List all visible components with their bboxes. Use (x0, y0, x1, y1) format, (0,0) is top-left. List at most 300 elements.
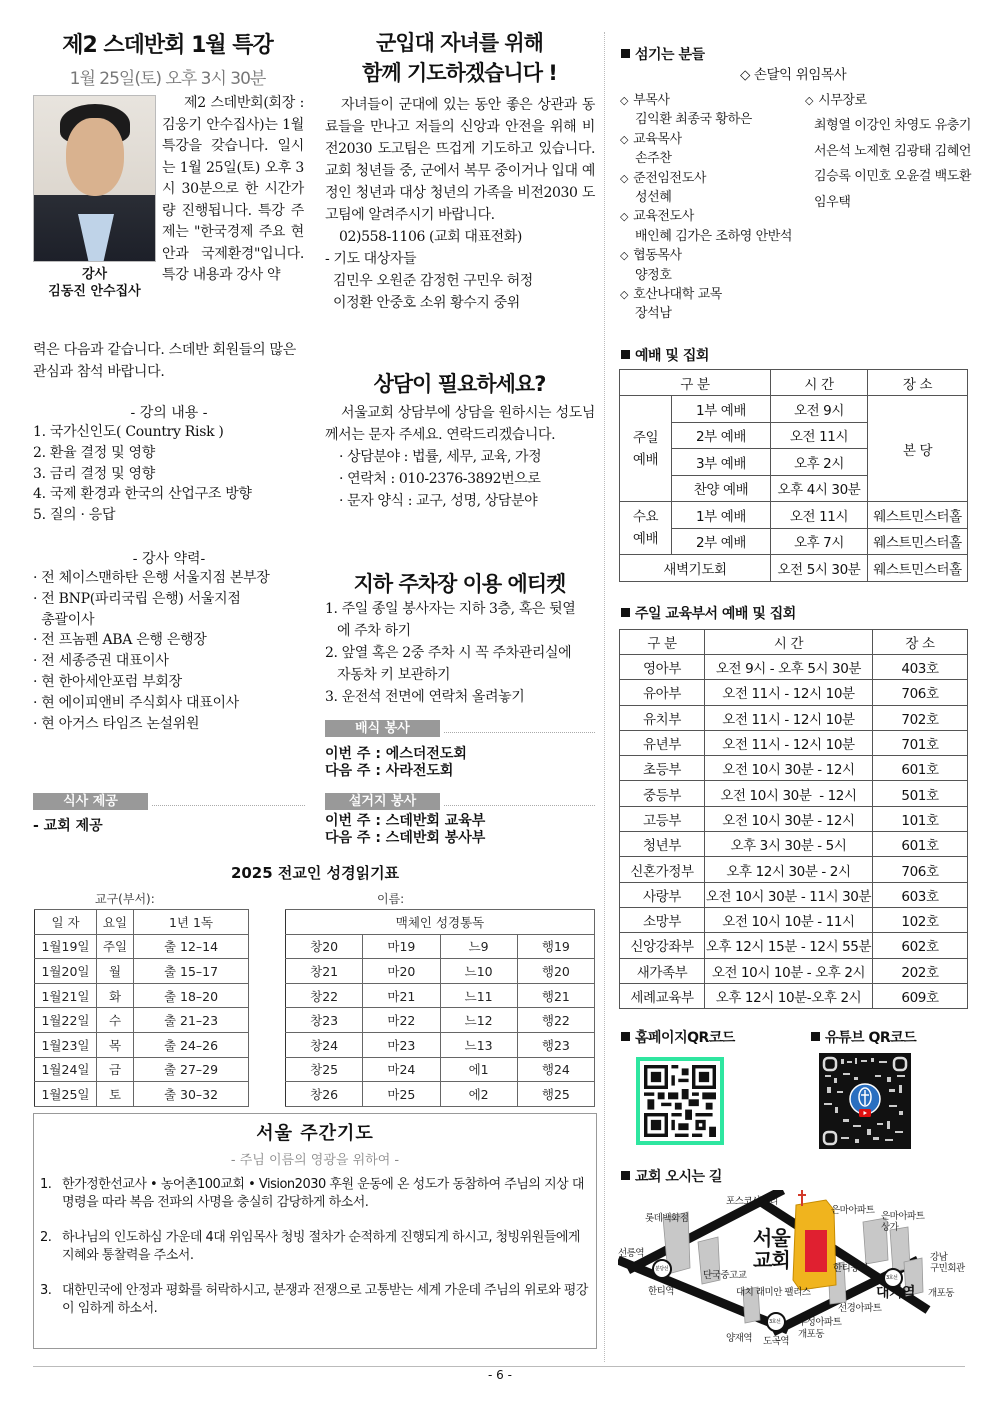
mccheyne-reading: 창26 (286, 1082, 363, 1107)
staff-names: 배인혜 김가은 조하영 안반석 (635, 228, 793, 244)
mccheyne-reading: 마20 (363, 959, 440, 984)
qr-pattern-icon (644, 1065, 716, 1137)
mccheyne-table (285, 909, 595, 1107)
col-day: 요일 (97, 910, 134, 935)
col-date: 일 자 (35, 910, 97, 935)
wed-service-name: 1부 예배 (672, 502, 771, 529)
dawn-prayer-place: 웨스트민스터홀 (868, 555, 968, 582)
mccheyne-reading: 마23 (363, 1032, 440, 1057)
edu-room: 701호 (873, 730, 968, 755)
mccheyne-reading: 창22 (286, 983, 363, 1008)
bible-reading-title: 2025 전교인 성경읽기표 (230, 864, 400, 882)
speaker-caption-name: 김동진 안수집사 (48, 284, 141, 299)
edu-dept: 유치부 (620, 705, 705, 730)
square-bullet-icon (621, 49, 630, 58)
education-table (619, 629, 968, 1009)
bible-day: 월 (97, 959, 134, 984)
mccheyne-reading: 마22 (363, 1008, 440, 1033)
mccheyne-reading: 느11 (440, 983, 517, 1008)
worship-header-category: 구 분 (620, 370, 771, 396)
dawn-prayer-name: 새벽기도회 (620, 555, 771, 582)
staff-names: 김익환 최종국 황하은 (635, 112, 752, 128)
edu-dept: 사랑부 (620, 882, 705, 907)
edu-room: 602호 (873, 933, 968, 958)
square-bullet-icon (621, 1171, 630, 1180)
sunday-service-name: 찬양 예배 (672, 475, 771, 502)
dishes-this-week: 이번 주 : 스데반회 교육부 (325, 813, 486, 829)
education-row (620, 655, 968, 680)
education-row (620, 983, 968, 1008)
education-row (620, 730, 968, 755)
senior-pastor: ◇ 손달익 위임목사 (740, 67, 847, 83)
subway-line-bundang: 분당선 (655, 1266, 668, 1272)
education-row (620, 781, 968, 806)
square-bullet-icon (811, 1032, 820, 1041)
weekly-prayer-subtitle: - 주님 이름의 영광을 위하여 - (230, 1153, 400, 1168)
homepage-qr-code[interactable] (636, 1057, 724, 1145)
edu-dept: 소망부 (620, 907, 705, 932)
prayer-item (40, 1229, 590, 1265)
elders-role: ◇ 시무장로 (805, 91, 975, 110)
lecture-content-item: 3. 금리 결정 및 영향 (33, 465, 155, 482)
prayer-item (40, 1176, 590, 1212)
mccheyne-reading: 마25 (363, 1082, 440, 1107)
map-label-eunma: 은마아파트 (831, 1205, 875, 1216)
counsel-item: · 상담분야 : 법률, 세무, 교육, 가정 (339, 449, 542, 465)
edu-time: 오전 11시 - 12시 10분 (705, 680, 873, 705)
edu-room: 601호 (873, 832, 968, 857)
parking-item: 2. 앞열 혹은 2중 주차 시 꼭 주차관리실에 (325, 645, 572, 661)
bible-date: 1월24일 (35, 1057, 97, 1082)
military-body (325, 94, 595, 314)
prayer-text: 대한민국에 안정과 평화를 허락하시고, 분쟁과 전쟁으로 고통받는 세계 가운데 주님의 위로와 평강이 임하게 하소서. (62, 1283, 588, 1316)
education-row (620, 806, 968, 831)
edu-time: 오전 11시 - 12시 10분 (705, 705, 873, 730)
edu-header-time: 시 간 (705, 630, 873, 655)
meal-label: 식사 제공 (33, 793, 148, 810)
military-body-text: 자녀들이 군대에 있는 동안 좋은 상관과 동료들을 만나고 저들의 신앙과 안전을 위해 비전2030 도고팀은 뜨겁게 기도하고 있습니다. 교회 청년들 중, 군에서 복무 중이거나 입대 예정인 청년과 대상 청년의 가족을 비전2030 도고팀에 알려주시기 바랍니다. (325, 97, 595, 223)
staff-role: ◇ 협동목사 (620, 246, 805, 265)
parking-item-cont: 에 주차 하기 (337, 623, 411, 639)
parking-item: 3. 운전석 전면에 연락처 올려놓기 (325, 689, 525, 705)
parking-list (325, 598, 595, 708)
sunday-service-name: 2부 예배 (672, 422, 771, 449)
education-row (620, 705, 968, 730)
staff-title (621, 44, 705, 64)
military-phone: 02)558-1106 (교회 대표전화) (339, 229, 522, 245)
counsel-item: · 연락처 : 010-2376-3892번으로 (339, 471, 541, 487)
bible-plan-table (34, 909, 249, 1107)
mccheyne-row (286, 1082, 595, 1107)
bible-date: 1월19일 (35, 934, 97, 959)
qr-pattern-icon (819, 1053, 911, 1149)
weekly-prayer-box (33, 1113, 597, 1349)
mccheyne-reading: 창25 (286, 1057, 363, 1082)
parking-item: 1. 주일 종일 봉사자는 지하 3층, 혹은 뒷열 (325, 601, 576, 617)
mccheyne-reading: 마21 (363, 983, 440, 1008)
sunday-service-place: 본 당 (868, 396, 968, 502)
dotted-rule (152, 797, 305, 806)
edu-time: 오전 10시 10분 - 오후 2시 (705, 958, 873, 983)
prayer-targets-line2: 이정환 안중호 소위 황수지 중위 (333, 295, 520, 311)
wed-service-name: 2부 예배 (672, 528, 771, 555)
mccheyne-reading: 행24 (517, 1057, 594, 1082)
map-label-seonkyung: 선경아파트 (838, 1303, 882, 1314)
district-label: 교구(부서): (95, 892, 155, 906)
edu-room: 101호 (873, 806, 968, 831)
dishes-section (325, 793, 595, 847)
bible-day: 목 (97, 1032, 134, 1057)
bible-plan: 출 18–20 (134, 983, 249, 1008)
directions-title-text: 교회 오시는 길 (635, 1169, 722, 1185)
career-item: · 현 에이피앤비 주식회사 대표이사 (33, 694, 239, 711)
bible-day: 토 (97, 1082, 134, 1107)
sunday-service-time: 오전 11시 (771, 422, 868, 449)
meal-text: - 교회 제공 (33, 818, 103, 834)
youtube-qr-title-text: 유튜브 QR코드 (825, 1030, 917, 1046)
worship-header-place: 장 소 (868, 370, 968, 396)
elders (805, 91, 975, 215)
edu-header-room: 장 소 (873, 630, 968, 655)
staff-names: 손주찬 (635, 151, 672, 167)
elders-line: 서은석 노제현 김광태 김혜언 (814, 143, 972, 159)
bible-date: 1월20일 (35, 959, 97, 984)
speaker-caption (33, 266, 156, 300)
edu-dept: 고등부 (620, 806, 705, 831)
lecture-content-item: 4. 국제 환경과 한국의 산업구조 방향 (33, 486, 252, 503)
lecture-content-item: 1. 국가신인도( Country Risk ) (33, 424, 224, 440)
staff-title-text: 섬기는 분들 (635, 47, 705, 63)
military-title-line1: 군입대 자녀를 위해 (376, 31, 543, 55)
edu-time: 오전 10시 30분 - 12시 (705, 781, 873, 806)
lecture-content-list (33, 422, 305, 526)
lecture-title: 제2 스데반회 1월 특강 (62, 33, 273, 58)
bible-plan: 출 27–29 (134, 1057, 249, 1082)
edu-room: 403호 (873, 655, 968, 680)
sunday-service-name: 1부 예배 (672, 396, 771, 423)
education-row (620, 933, 968, 958)
speaker-caption-role: 강사 (81, 267, 108, 282)
edu-dept: 유년부 (620, 730, 705, 755)
wed-service-place: 웨스트민스터홀 (868, 528, 968, 555)
education-row (620, 958, 968, 983)
mccheyne-row (286, 1032, 595, 1057)
serving-next-week: 다음 주 : 사라전도회 (325, 763, 454, 779)
education-row (620, 680, 968, 705)
speaker-career-section (33, 548, 305, 734)
youtube-qr-title (811, 1027, 916, 1047)
edu-dept: 신혼가정부 (620, 857, 705, 882)
elders-line: 김승록 이민호 오윤걸 백도환 (814, 169, 972, 185)
staff-role: ◇ 교육전도사 (620, 207, 805, 226)
edu-time: 오후 12시 30분 - 2시 (705, 857, 873, 882)
education-title (621, 603, 796, 623)
edu-room: 603호 (873, 882, 968, 907)
sunday-service-time: 오전 9시 (771, 396, 868, 423)
lecture-content-heading: - 강의 내용 - (130, 405, 208, 421)
square-bullet-icon (621, 1032, 630, 1041)
edu-room: 601호 (873, 756, 968, 781)
career-heading: - 강사 약력- (132, 551, 206, 567)
mccheyne-row (286, 959, 595, 984)
dotted-rule (444, 724, 595, 733)
counsel-title: 상담이 필요하세요? (373, 372, 546, 396)
counsel-list (325, 446, 595, 512)
photo-face (66, 118, 124, 196)
square-bullet-icon (621, 350, 630, 359)
map-label-danguk: 단국중고교 (703, 1270, 747, 1281)
bible-row (35, 959, 249, 984)
mccheyne-header: 맥체인 성경통독 (286, 910, 595, 935)
worship-title (621, 345, 709, 365)
map-label-gaepo1: 개포동 (928, 1288, 955, 1299)
prayer-text: 한가정한선교사 • 농어촌100교회 • Vision2030 후원 운동에 온 성도가 동참하여 주님의 지상 대명령을 따라 복음 전파의 사명을 충실히 감당하게 하소서. (62, 1177, 584, 1210)
col-plan: 1년 1독 (134, 910, 249, 935)
mccheyne-reading: 행22 (517, 1008, 594, 1033)
mccheyne-reading: 느12 (440, 1008, 517, 1033)
education-title-text: 주일 교육부서 예배 및 집회 (635, 606, 796, 622)
elders-line: 임우택 (814, 194, 851, 210)
mccheyne-reading: 마24 (363, 1057, 440, 1082)
staff-role: ◇ 교육목사 (620, 130, 805, 149)
map-label-seolleung: 선릉역 (618, 1248, 645, 1259)
wed-service-time: 오전 11시 (771, 502, 868, 529)
edu-room: 202호 (873, 958, 968, 983)
map-label-hanti-park: 한티공원 (833, 1263, 868, 1274)
dawn-prayer-time: 오전 5시 30분 (771, 555, 868, 582)
church-building-icon (793, 1190, 836, 1290)
career-item: · 전 체이스맨하탄 은행 서울지점 본부장 (33, 570, 270, 586)
mccheyne-reading: 느10 (440, 959, 517, 984)
homepage-qr-title-text: 홈페이지QR코드 (635, 1030, 735, 1046)
education-row (620, 882, 968, 907)
directions-title (621, 1166, 722, 1186)
page-number: - 6 - (488, 1368, 512, 1382)
bible-row (35, 1057, 249, 1082)
bible-row (35, 983, 249, 1008)
bible-day: 화 (97, 983, 134, 1008)
lecture-content-item: 2. 환율 결정 및 영향 (33, 444, 155, 461)
mccheyne-reading: 에1 (440, 1057, 517, 1082)
homepage-qr-title (621, 1027, 735, 1047)
mccheyne-row (286, 983, 595, 1008)
bible-date: 1월21일 (35, 983, 97, 1008)
edu-time: 오전 10시 30분 - 12시 (705, 756, 873, 781)
map-label-wooseong: 우성아파트 개포동 (798, 1317, 842, 1340)
education-row (620, 907, 968, 932)
edu-dept: 청년부 (620, 832, 705, 857)
edu-time: 오전 11시 - 12시 10분 (705, 730, 873, 755)
bible-date: 1월25일 (35, 1082, 97, 1107)
lecture-intro: 제2 스데반회(회장 : 김웅기 안수집사)는 1월 특강을 갖습니다. 일시는 1월 25일(토) 오후 3시 30분으로 한 시간가량 진행됩니다. 특강 주제는 "한국경제 주요 현안과 국제환경"입니다. 특강 내용과 강사 약 (162, 95, 304, 283)
map-label-eunma-mall: 은마아파트 상가 (881, 1211, 925, 1233)
map-label-lotte: 롯데백화점 (645, 1213, 689, 1224)
bible-plan: 출 15–17 (134, 959, 249, 984)
staff-names: 성선혜 (635, 190, 672, 206)
sunday-service-time: 오후 4시 30분 (771, 475, 868, 502)
prayer-number: 2. (40, 1230, 52, 1245)
mccheyne-row (286, 1057, 595, 1082)
elders-line: 최형열 이강인 차영도 유충기 (814, 118, 972, 134)
bible-row (35, 934, 249, 959)
bible-row (35, 1008, 249, 1033)
staff-role: ◇ 준전임전도사 (620, 169, 805, 188)
edu-room: 702호 (873, 705, 968, 730)
edu-dept: 영아부 (620, 655, 705, 680)
edu-dept: 새가족부 (620, 958, 705, 983)
edu-dept: 유아부 (620, 680, 705, 705)
wed-service-place: 웨스트민스터홀 (868, 502, 968, 529)
sunday-service-name: 3부 예배 (672, 449, 771, 476)
counsel-body: 서울교회 상담부에 상담을 원하시는 성도님께서는 문자 주세요. 연락드리겠습니다. (325, 405, 595, 443)
worship-title-text: 예배 및 집회 (635, 348, 709, 364)
bible-plan: 출 12–14 (134, 934, 249, 959)
lecture-intro-continued: 력은 다음과 같습니다. 스데반 회원들의 많은 관심과 참석 바랍니다. (33, 342, 296, 380)
weekly-prayer-list (40, 1176, 590, 1318)
bible-date: 1월22일 (35, 1008, 97, 1033)
prayer-number: 3. (40, 1283, 52, 1298)
wednesday-worship-label: 수요 예배 (620, 502, 672, 555)
edu-time: 오전 10시 30분 - 12시 (705, 806, 873, 831)
bible-date: 1월23일 (35, 1032, 97, 1057)
bible-row (35, 1082, 249, 1107)
education-row (620, 832, 968, 857)
prayer-item (40, 1282, 590, 1318)
education-row (620, 756, 968, 781)
map-label-daechi-station: 대치역 (876, 1285, 916, 1301)
mccheyne-reading: 행25 (517, 1082, 594, 1107)
edu-time: 오후 3시 30분 - 5시 (705, 832, 873, 857)
career-item: · 현 아거스 타임즈 논설위원 (33, 715, 200, 732)
counsel-item: · 문자 양식 : 교구, 성명, 상담분야 (339, 493, 538, 509)
mccheyne-reading: 창20 (286, 934, 363, 959)
edu-room: 706호 (873, 680, 968, 705)
bible-day: 주일 (97, 934, 134, 959)
career-list (33, 568, 305, 734)
prayer-number: 1. (40, 1177, 52, 1192)
edu-room: 501호 (873, 781, 968, 806)
edu-dept: 중등부 (620, 781, 705, 806)
edu-room: 609호 (873, 983, 968, 1008)
directions-map[interactable] (618, 1190, 968, 1350)
wed-service-time: 오후 7시 (771, 528, 868, 555)
photo-shirt (78, 214, 114, 262)
footer-rule (33, 1366, 965, 1367)
mccheyne-reading: 행21 (517, 983, 594, 1008)
education-row (620, 857, 968, 882)
edu-dept: 신앙강좌부 (620, 933, 705, 958)
lecture-datetime: 1월 25일(토) 오후 3시 30분 (69, 69, 266, 89)
map-label-dogok: 도곡역 (763, 1336, 790, 1347)
edu-room: 102호 (873, 907, 968, 932)
mccheyne-reading: 창23 (286, 1008, 363, 1033)
mccheyne-reading: 에2 (440, 1082, 517, 1107)
edu-time: 오후 12시 10분-오후 2시 (705, 983, 873, 1008)
worship-table (619, 369, 968, 582)
map-label-hanti-station: 한티역 (648, 1286, 675, 1297)
weekly-prayer-title: 서울 주간기도 (256, 1123, 374, 1144)
mccheyne-reading: 마19 (363, 934, 440, 959)
meal-section (33, 793, 305, 835)
mccheyne-reading: 창24 (286, 1032, 363, 1057)
speaker-photo (33, 95, 156, 262)
prayer-targets-label: - 기도 대상자들 (325, 251, 417, 267)
sunday-service-time: 오후 2시 (771, 449, 868, 476)
career-item: 총괄이사 (33, 611, 95, 628)
elders-list (805, 113, 975, 215)
map-label-raemian: 대치 래미안 팰리스 (736, 1287, 811, 1298)
career-item: · 전 BNP(파리국립 은행) 서울지점 (33, 590, 241, 607)
bible-plan: 출 21–23 (134, 1008, 249, 1033)
edu-dept: 세례교육부 (620, 983, 705, 1008)
worship-header-time: 시 간 (771, 370, 868, 396)
military-title (322, 28, 597, 88)
bible-day: 금 (97, 1057, 134, 1082)
serving-section (325, 720, 595, 780)
mccheyne-reading: 행19 (517, 934, 594, 959)
parking-item-cont: 자동차 키 보관하기 (337, 667, 451, 683)
mccheyne-reading: 느13 (440, 1032, 517, 1057)
career-item: · 현 한아세안포럼 부회장 (33, 673, 182, 690)
dotted-rule (444, 797, 595, 806)
edu-dept: 초등부 (620, 756, 705, 781)
serving-label: 배식 봉사 (325, 720, 440, 737)
mccheyne-reading: 행20 (517, 959, 594, 984)
edu-room: 706호 (873, 857, 968, 882)
staff-left-list (620, 91, 805, 324)
military-title-line2: 함께 기도하겠습니다 ! (362, 61, 557, 85)
bible-row (35, 1032, 249, 1057)
square-bullet-icon (621, 608, 630, 617)
counsel-section (325, 402, 595, 512)
edu-header-dept: 구 분 (620, 630, 705, 655)
lecture-content-item: 5. 질의 · 응답 (33, 507, 116, 524)
map-label-posco: 포스코사거리 (726, 1196, 779, 1207)
subway-line-3-daechi: 3호선 (886, 1275, 898, 1281)
map-label-gangnam: 강남 구민회관 (930, 1252, 965, 1274)
edu-time: 오전 10시 10분 - 11시 (705, 907, 873, 932)
career-item: · 전 프놈펜 ABA 은행 은행장 (33, 632, 207, 649)
dishes-label: 설거지 봉사 (325, 793, 440, 810)
mccheyne-reading: 창21 (286, 959, 363, 984)
mccheyne-row (286, 1008, 595, 1033)
parking-title: 지하 주차장 이용 에티켓 (353, 572, 566, 596)
staff-names: 장석남 (635, 306, 672, 322)
mccheyne-reading: 행23 (517, 1032, 594, 1057)
sunday-worship-label: 주일 예배 (620, 396, 672, 502)
name-label: 이름: (377, 892, 405, 906)
mccheyne-reading: 느9 (440, 934, 517, 959)
career-item: · 전 세종증권 대표이사 (33, 653, 169, 670)
church-map-name: 서울 교회 (753, 1226, 790, 1272)
dishes-next-week: 다음 주 : 스데반회 봉사부 (325, 830, 486, 846)
bible-plan: 출 24–26 (134, 1032, 249, 1057)
staff-role: ◇ 호산나대학 교목 (620, 285, 805, 304)
edu-time: 오전 10시 30분 - 11시 30분 (705, 882, 873, 907)
youtube-qr-code[interactable] (819, 1053, 911, 1149)
subway-line-3-dogok: 3호선 (769, 1319, 781, 1325)
edu-time: 오전 9시 - 오후 5시 30분 (705, 655, 873, 680)
bible-day: 수 (97, 1008, 134, 1033)
prayer-targets-line1: 김민우 오원준 감정헌 구민우 허정 (333, 273, 533, 289)
serving-this-week: 이번 주 : 에스더전도회 (325, 746, 467, 762)
map-label-yangjae: 양재역 (726, 1333, 753, 1344)
bible-plan: 출 30–32 (134, 1082, 249, 1107)
prayer-text: 하나님의 인도하심 가운데 4대 위임목사 청빙 절차가 순적하게 진행되게 하시고, 청빙위원들에게 지혜와 통찰력을 주소서. (62, 1230, 580, 1263)
edu-time: 오후 12시 15분 - 12시 55분 (705, 933, 873, 958)
column-divider (604, 32, 605, 1362)
staff-names: 양정호 (635, 267, 672, 283)
